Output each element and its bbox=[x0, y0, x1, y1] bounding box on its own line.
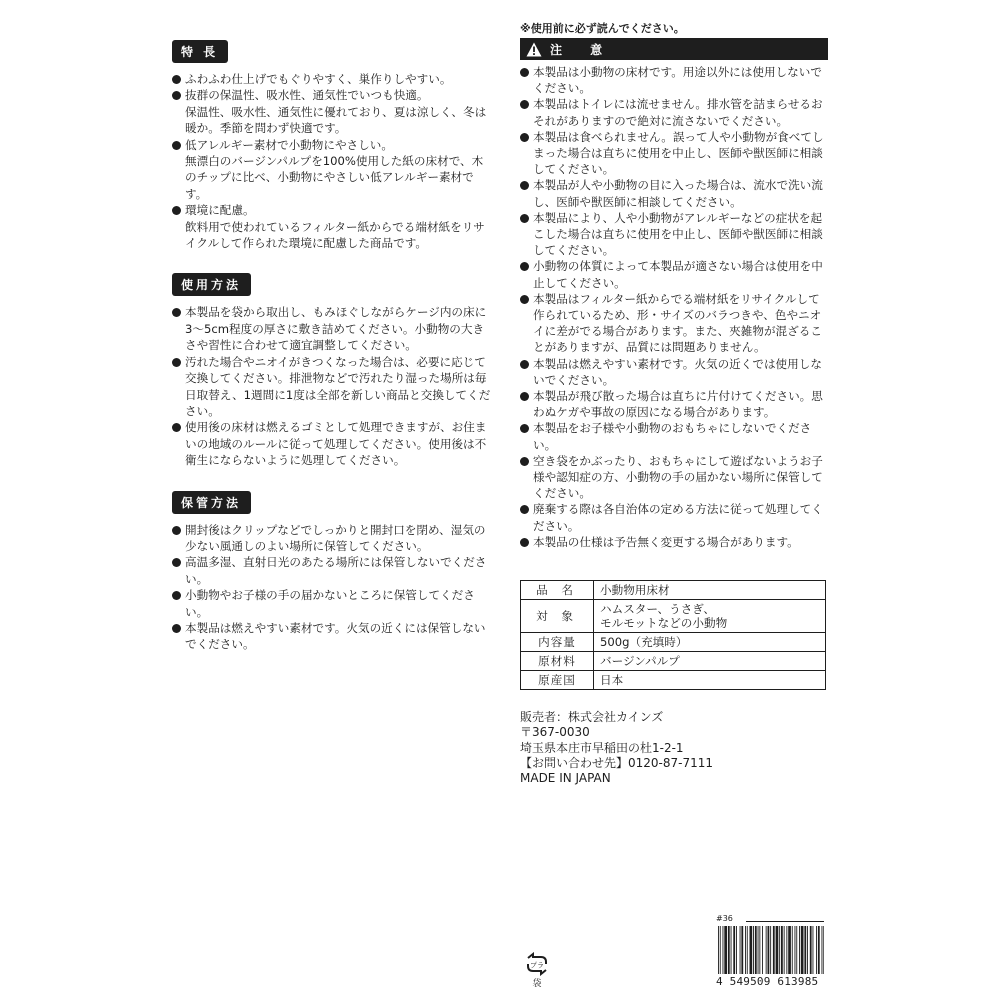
recycle-symbol: プラ bbox=[530, 961, 544, 970]
recycle-mark bbox=[524, 952, 552, 992]
list-item: 本製品はトイレには流せません。排水管を詰まらせるおそれがありますので絶対に流さないでください。 bbox=[520, 96, 828, 128]
list-item: 本製品はフィルター紙からでる端材紙をリサイクルして作られているため、形・サイズのバラつきや、色やニオイに差がでる場合があります。また、夾雑物が混ざることがありますが、品質には問題ありません。 bbox=[520, 291, 828, 356]
list-item: 本製品を袋から取出し、もみほぐしながらケージ内の床に3〜5cm程度の厚さに敷き詰めてください。小動物の大きさや習性に合わせて適宜調整してください。 bbox=[172, 304, 492, 353]
seller-contact: 【お問い合わせ先】0120-87-7111 bbox=[520, 755, 714, 770]
table-row bbox=[521, 581, 826, 600]
list-item: 使用後の床材は燃えるゴミとして処理できますが、お住まいの地域のルールに従って処理してください。使用後は不衛生にならないように処理してください。 bbox=[172, 419, 492, 468]
list-item: 空き袋をかぶったり、おもちゃにして遊ばないようお子様や認知症の方、小動物の手の届かない場所に保管してください。 bbox=[520, 453, 828, 502]
barcode-label: #36 bbox=[716, 914, 733, 923]
list-item: 本製品により、人や小動物がアレルギーなどの症状を起こした場合は直ちに使用を中止し、医師や獣医師に相談してください。 bbox=[520, 210, 828, 259]
seller-company: 販売者：株式会社カインズ bbox=[520, 710, 664, 725]
list-item: 本製品は燃えやすい素材です。火気の近くでは使用しないでください。 bbox=[520, 356, 828, 388]
list-item: 汚れた場合やニオイがきつくなった場合は、必要に応じて交換してください。排泄物などで汚れたり湿った場所は毎日取替え、1週間に1度は全部を新しい商品と交換してください。 bbox=[172, 354, 492, 420]
features-section bbox=[172, 40, 492, 251]
spec-value: ハムスター、うさぎ、 モルモットなどの小動物 bbox=[594, 600, 826, 633]
list-item: 本製品は燃えやすい素材です。火気の近くには保管しないでください。 bbox=[172, 620, 492, 653]
spec-key: 内容量 bbox=[521, 633, 594, 652]
spec-key: 原産国 bbox=[521, 671, 594, 690]
warning-icon bbox=[526, 42, 542, 57]
spec-value: 500g（充填時） bbox=[594, 633, 826, 652]
made-in: MADE IN JAPAN bbox=[520, 770, 611, 785]
list-item: 高温多湿、直射日光のあたる場所には保管しないでください。 bbox=[172, 554, 492, 587]
list-item: 本製品が人や小動物の目に入った場合は、流水で洗い流し、医師や獣医師に相談してください。 bbox=[520, 177, 828, 209]
spec-value: バージンパルプ bbox=[594, 652, 826, 671]
usage-label: 使用方法 bbox=[172, 273, 251, 296]
spec-value: 小動物用床材 bbox=[594, 581, 826, 600]
seller-info bbox=[520, 710, 828, 786]
plastic-recycle-icon bbox=[524, 952, 550, 976]
table-row bbox=[521, 671, 826, 690]
caution-list bbox=[520, 64, 828, 550]
list-item: 本製品が飛び散った場合は直ちに片付けてください。思わぬケガや事故の原因になる場合があります。 bbox=[520, 388, 828, 420]
table-row bbox=[521, 600, 826, 633]
list-item: 本製品は食べられません。誤って人や小動物が食べてしまった場合は直ちに使用を中止し、医師や獣医師に相談してください。 bbox=[520, 129, 828, 178]
list-item: 本製品をお子様や小動物のおもちゃにしないでください。 bbox=[520, 420, 828, 452]
storage-section bbox=[172, 491, 492, 653]
read-before-use-note: ※使用前に必ず読んでください。 bbox=[520, 22, 685, 35]
list-item: ふわふわ仕上げでもぐりやすく、巣作りしやすい。 bbox=[172, 71, 492, 87]
list-item: 廃棄する際は各自治体の定める方法に従って処理してください。 bbox=[520, 501, 828, 533]
list-item: 環境に配慮。 飲料用で使われているフィルター紙からでる端材紙をリサイクルして作られた環境に配慮した商品です。 bbox=[172, 202, 492, 251]
list-item: 低アレルギー素材で小動物にやさしい。 無漂白のバージンパルプを100%使用した紙の床材で、木のチップに比べ、小動物にやさしい低アレルギー素材です。 bbox=[172, 137, 492, 203]
barcode bbox=[716, 914, 826, 994]
list-item: 開封後はクリップなどでしっかりと開封口を閉め、湿気の少ない風通しのよい場所に保管してください。 bbox=[172, 522, 492, 555]
list-item: 抜群の保温性、吸水性、通気性でいつも快適。 保温性、吸水性、通気性に優れており、夏は涼しく、冬は暖か。季節を問わず快適です。 bbox=[172, 87, 492, 136]
barcode-rule bbox=[746, 921, 824, 922]
spec-key: 品 名 bbox=[521, 581, 594, 600]
usage-section bbox=[172, 273, 492, 468]
features-list bbox=[172, 71, 492, 251]
spec-key: 原材料 bbox=[521, 652, 594, 671]
barcode-digits: 4 549509 613985 bbox=[716, 975, 819, 988]
storage-list bbox=[172, 522, 492, 653]
seller-address: 埼玉県本庄市早稲田の杜1-2-1 bbox=[520, 740, 684, 755]
seller-postal: 〒367-0030 bbox=[520, 725, 590, 740]
list-item: 小動物の体質によって本製品が適さない場合は使用を中止してください。 bbox=[520, 258, 828, 290]
features-label: 特 長 bbox=[172, 40, 228, 63]
right-column bbox=[520, 22, 828, 786]
list-item: 小動物やお子様の手の届かないところに保管してください。 bbox=[172, 587, 492, 620]
table-row bbox=[521, 633, 826, 652]
storage-label: 保管方法 bbox=[172, 491, 251, 514]
list-item: 本製品の仕様は予告無く変更する場合があります。 bbox=[520, 534, 828, 550]
usage-list bbox=[172, 304, 492, 468]
spec-value: 日本 bbox=[594, 671, 826, 690]
product-spec-table bbox=[520, 580, 826, 690]
barcode-bars bbox=[718, 926, 824, 974]
left-column bbox=[172, 40, 492, 675]
caution-header bbox=[520, 38, 828, 60]
caution-label: 注 意 bbox=[550, 42, 615, 57]
table-row bbox=[521, 652, 826, 671]
list-item: 本製品は小動物の床材です。用途以外には使用しないでください。 bbox=[520, 64, 828, 96]
recycle-label: 袋 bbox=[532, 979, 542, 989]
spec-key: 対 象 bbox=[521, 600, 594, 633]
